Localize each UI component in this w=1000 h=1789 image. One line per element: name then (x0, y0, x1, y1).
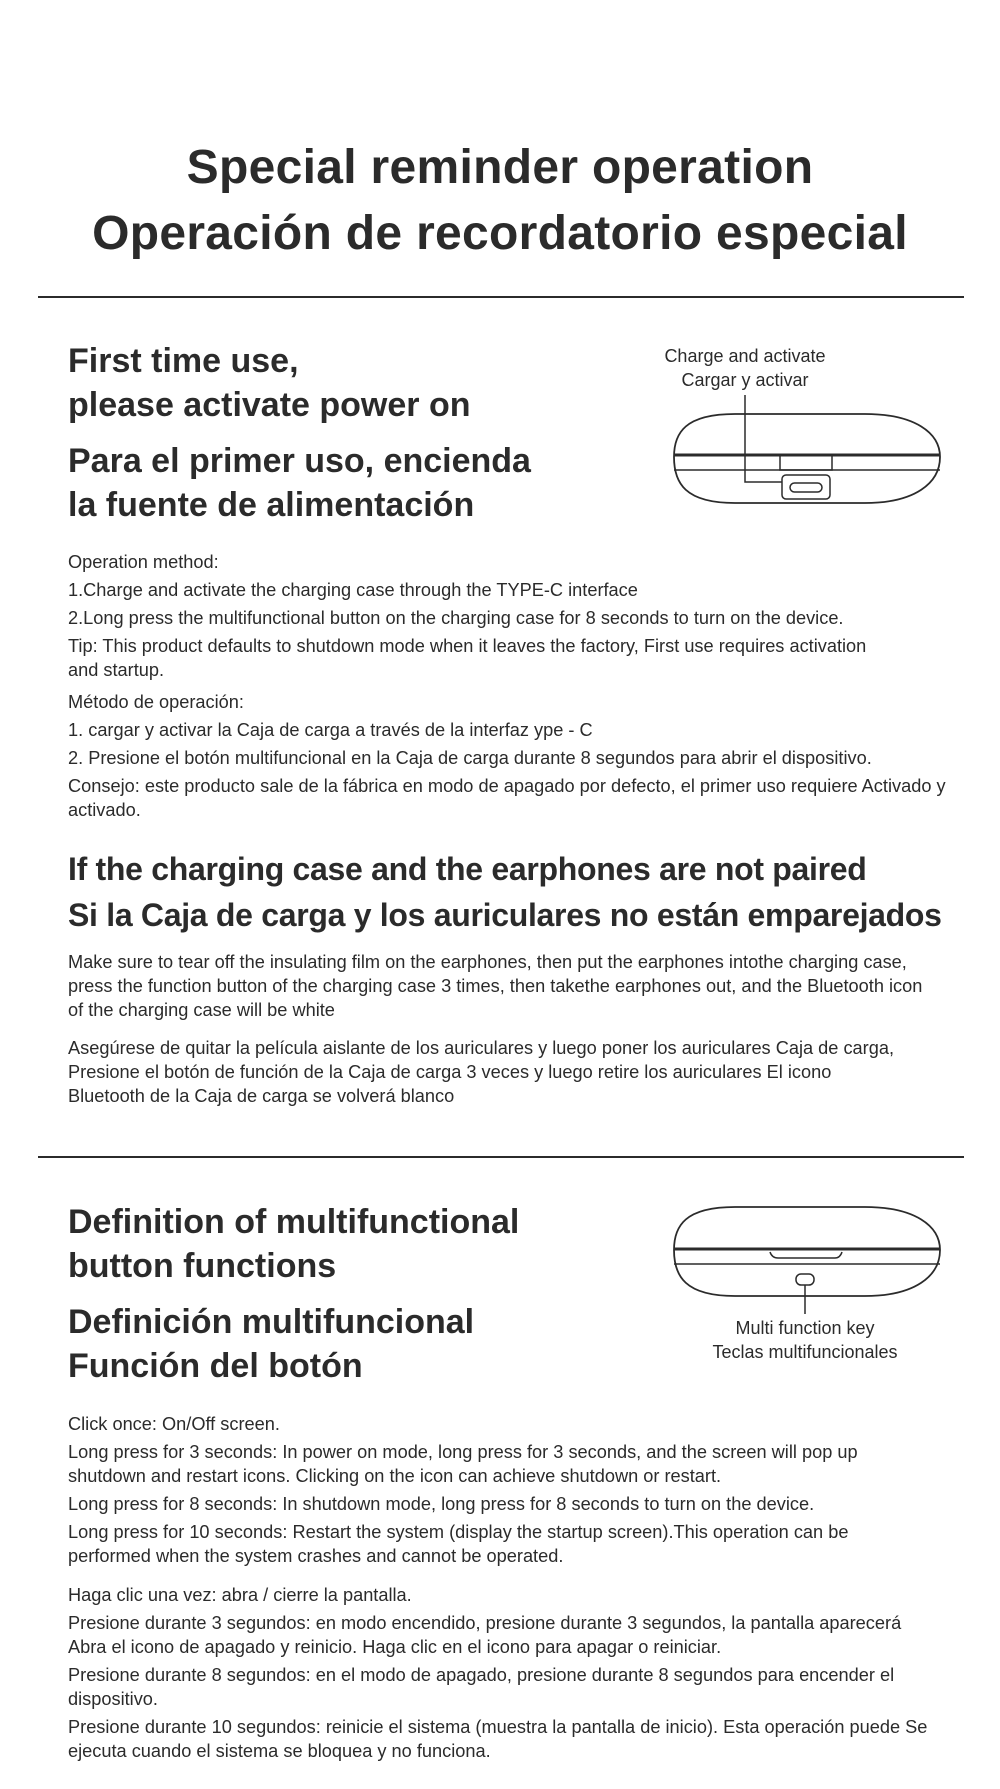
section2-heading-es: Si la Caja de carga y los auriculares no están emparejados (68, 897, 942, 933)
operation-step-1: 1. cargar y activar la Caja de carga a través de la interfaz ype - C (68, 720, 593, 740)
caption-en: Multi function key (735, 1318, 875, 1338)
heading-line: First time use, (68, 342, 299, 380)
operation-tip: Consejo: este producto sale de la fábrica en modo de apagado por defecto, el primer uso requiere Activado y activado. (68, 776, 946, 820)
function-item: Long press for 3 seconds: In power on mode, long press for 3 seconds, and the screen will pop up shutdown and restart icons. Clicking on the icon can achieve shutdown or restart. (68, 1442, 858, 1486)
charge-activate-caption (625, 344, 865, 392)
function-item: Haga clic una vez: abra / cierre la pantalla. (68, 1585, 412, 1605)
heading-line: Función del botón (68, 1347, 363, 1385)
operation-label: Método de operación: (68, 692, 244, 712)
pairing-instructions-en (68, 950, 933, 1026)
operation-label: Operation method: (68, 552, 219, 572)
heading-line: please activate power on (68, 386, 471, 424)
button-functions-es (68, 1583, 948, 1767)
operation-step-2: 2.Long press the multifunctional button on the charging case for 8 seconds to turn on the device. (68, 608, 844, 628)
section1-heading-en (68, 339, 471, 427)
pairing-instructions-es (68, 1036, 898, 1112)
function-item: Presione durante 3 segundos: en modo encendido, presione durante 3 segundos, la pantalla aparecerá Abra el icono de apagado y reinicio. Haga clic en el icono para apagar o reiniciar. (68, 1613, 902, 1657)
section1-heading-es (68, 439, 531, 527)
divider-middle (38, 1156, 964, 1158)
multi-function-key-caption (680, 1316, 930, 1364)
operation-method-en (68, 550, 973, 686)
operation-step-1: 1.Charge and activate the charging case through the TYPE-C interface (68, 580, 638, 600)
operation-step-2: 2. Presione el botón multifuncional en la Caja de carga durante 8 segundos para abrir el dispositivo. (68, 748, 872, 768)
pairing-text-es: Asegúrese de quitar la película aislante de los auriculares y luego poner los auriculares Caja de carga, Presione el botón de función de la Caja de carga 3 veces y luego retire los auriculares El icono Bluetooth de la Caja de carga se volverá blanco (68, 1038, 894, 1106)
operation-method-es (68, 690, 973, 826)
page-title-en: Special reminder operation (186, 141, 814, 194)
function-item: Presione durante 10 segundos: reinicie el sistema (muestra la pantalla de inicio). Esta operación puede Se ejecuta cuando el sistema se bloquea y no funciona. (68, 1717, 928, 1761)
function-item: Long press for 10 seconds: Restart the system (display the startup screen).This operation can be performed when the system crashes and cannot be operated. (68, 1522, 849, 1566)
heading-line: Definition of multifunctional (68, 1203, 520, 1241)
function-item: Click once: On/Off screen. (68, 1414, 280, 1434)
function-item: Long press for 8 seconds: In shutdown mode, long press for 8 seconds to turn on the device. (68, 1494, 815, 1514)
page-title (0, 135, 1000, 267)
heading-line: Para el primer uso, encienda (68, 442, 531, 480)
section3-heading-en (68, 1200, 519, 1288)
operation-tip: Tip: This product defaults to shutdown mode when it leaves the factory, First use requires activation and startup. (68, 636, 867, 680)
heading-line: la fuente de alimentación (68, 486, 475, 524)
function-item: Presione durante 8 segundos: en el modo de apagado, presione durante 8 segundos para encender el dispositivo. (68, 1665, 895, 1709)
caption-es: Teclas multifuncionales (712, 1342, 898, 1362)
charging-case-multifunction-key-icon (640, 1200, 960, 1315)
pairing-text-en: Make sure to tear off the insulating film on the earphones, then put the earphones intothe charging case, press the function button of the charging case 3 times, then takethe earphones out, and the Bluetooth icon of the charging case will be white (68, 952, 923, 1020)
section3-heading-es (68, 1300, 474, 1388)
divider-top (38, 296, 964, 298)
charging-case-usb-c-icon (640, 395, 960, 515)
page-title-es: Operación de recordatorio especial (92, 207, 908, 260)
caption-en: Charge and activate (664, 346, 826, 366)
heading-line: Definición multifuncional (68, 1303, 475, 1341)
heading-line: button functions (68, 1247, 337, 1285)
section2-heading-en: If the charging case and the earphones are not paired (68, 851, 867, 887)
caption-es: Cargar y activar (681, 370, 809, 390)
button-functions-en (68, 1412, 928, 1572)
